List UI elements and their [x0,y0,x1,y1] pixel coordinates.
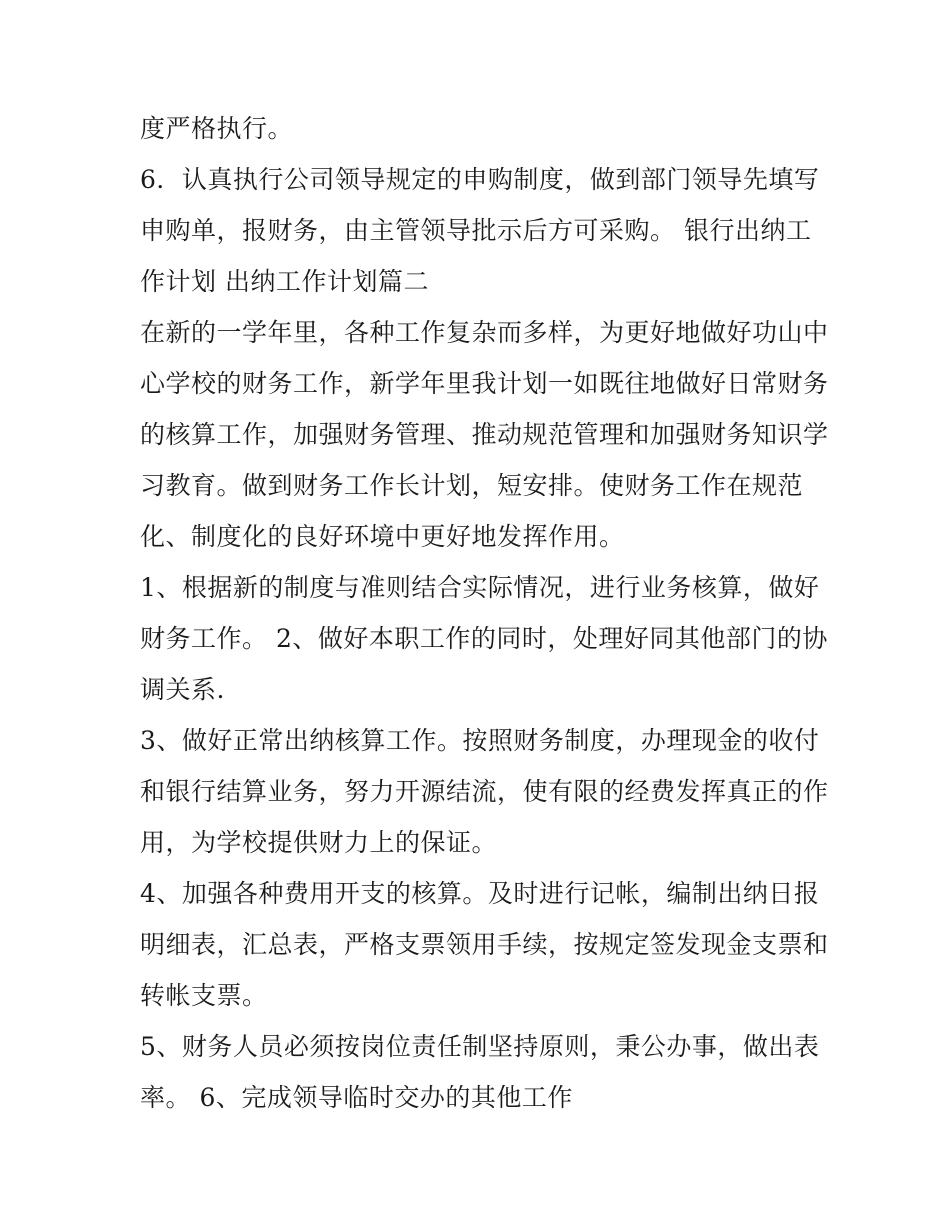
text-line: 用，为学校提供财力上的保证。 [140,828,498,857]
text-line: 习教育。做到财务工作长计划，短安排。使财务工作在规范 [140,471,804,500]
text-line: 转帐支票。 [140,981,268,1010]
text-line: 度严格执行。 [140,114,294,143]
text-line: 率。 6、完成领导临时交办的其他工作 [140,1083,573,1112]
document-body [140,106,829,1126]
text-line: 3、做好正常出纳核算工作。按照财务制度，办理现金的收付 [140,726,820,755]
text-line: 作计划 出纳工作计划篇二 [140,267,429,296]
text-line: 心学校的财务工作，新学年里我计划一如既往地做好日常财务 [140,369,829,398]
text-line: 在新的一学年里，各种工作复杂而多样，为更好地做好功山中 [140,318,829,347]
text-line: 6．认真执行公司领导规定的申购制度，做到部门领导先填写 [140,165,820,194]
text-line: 明细表，汇总表，严格支票领用手续，按规定签发现金支票和 [140,930,829,959]
text-line: 调关系. [140,675,225,704]
text-line: 和银行结算业务，努力开源结流，使有限的经费发挥真正的作 [140,777,829,806]
text-line: 4、加强各种费用开支的核算。及时进行记帐，编制出纳日报 [140,879,820,908]
text-line: 的核算工作，加强财务管理、推动规范管理和加强财务知识学 [140,420,829,449]
text-line: 财务工作。 2、做好本职工作的同时，处理好同其他部门的协 [140,624,828,653]
text-line: 1、根据新的制度与准则结合实际情况，进行业务核算，做好 [140,573,820,602]
text-line: 申购单，报财务，由主管领导批示后方可采购。 银行出纳工 [140,216,812,245]
text-line: 化、制度化的良好环境中更好地发挥作用。 [140,522,625,551]
text-line: 5、财务人员必须按岗位责任制坚持原则，秉公办事，做出表 [140,1032,820,1061]
